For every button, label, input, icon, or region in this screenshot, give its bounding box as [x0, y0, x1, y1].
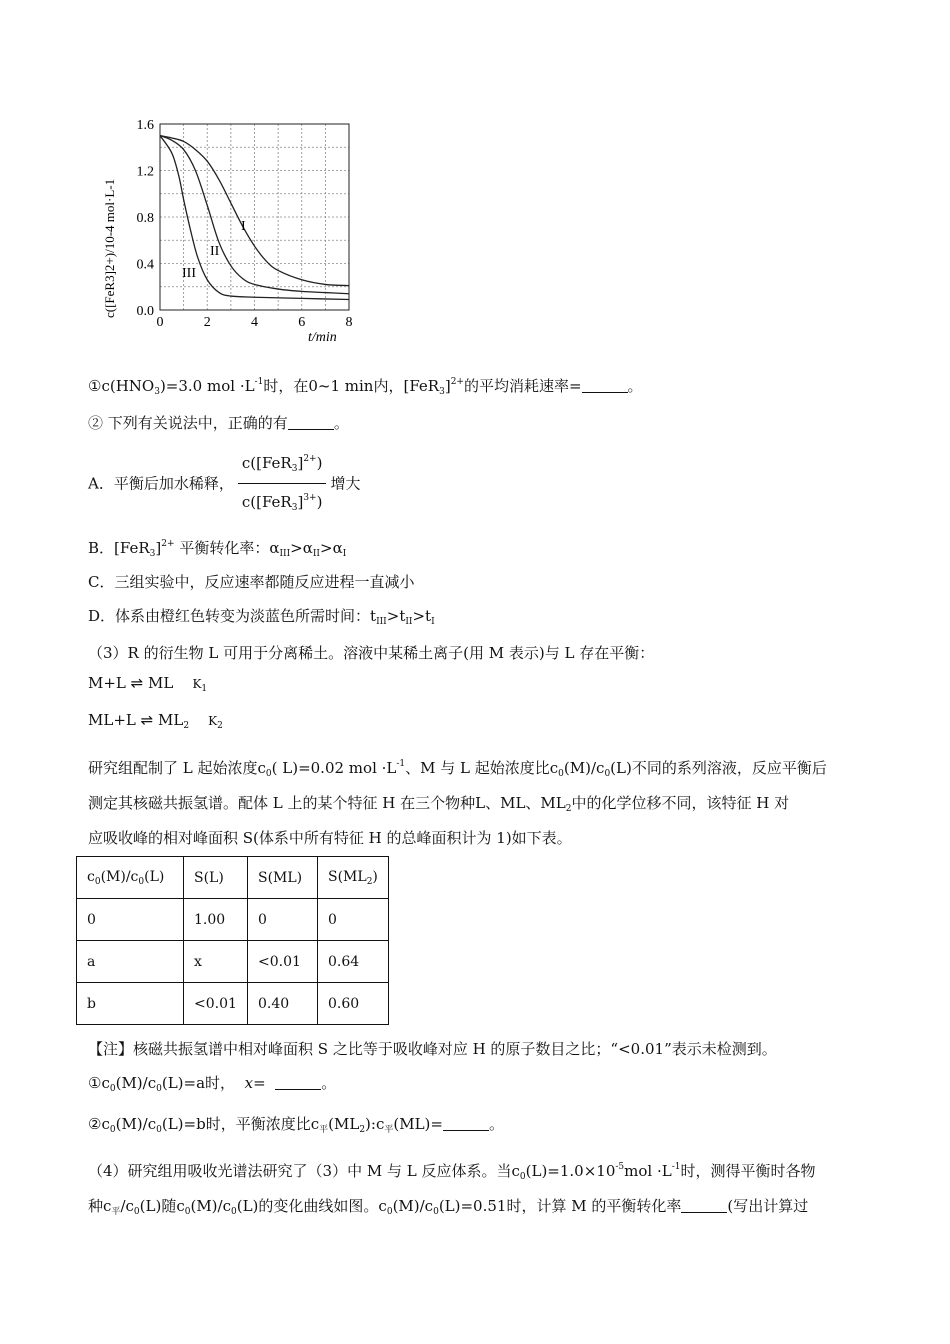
answer-blank[interactable]	[288, 415, 334, 430]
question-2: ② 下列有关说法中，正确的有 。	[88, 414, 349, 432]
y-tick-label: 0.0	[136, 304, 154, 319]
header-s-l: S(L)	[184, 857, 248, 899]
answer-blank[interactable]	[681, 1198, 727, 1213]
note: 【注】核磁共振氢谱中相对峰面积 S 之比等于吸收峰对应 H 的原子数目之比；“<0.01”表示未检测到。	[88, 1040, 777, 1058]
equilibrium-1: M+L ⇌ ML $K_1$	[88, 674, 208, 694]
equilibrium-2: ML+L ⇌ $ML_2$ $K_2$	[88, 711, 223, 731]
question-3-2: $②c_0(M)/c_0(L)=b$时，平衡浓度比$c_平(ML_2):c_平(ML)=$ 。	[88, 1115, 504, 1135]
header-s-ml2: $S(ML_2)$	[318, 857, 389, 899]
table-row: a x <0.01 0.64	[77, 941, 389, 983]
header-s-ml: S(ML)	[248, 857, 318, 899]
y-tick-label: 1.2	[136, 164, 154, 180]
concentration-time-chart	[96, 112, 366, 352]
answer-blank[interactable]	[275, 1075, 321, 1090]
x-tick-label: 2	[203, 315, 211, 330]
table-row: b <0.01 0.40 0.60	[77, 983, 389, 1025]
part-3-intro: （3）R 的衍生物 L 可用于分离稀土。溶液中某稀土离子(用 M 表示)与 L 存在平衡：	[88, 644, 655, 662]
y-tick-label: 0.8	[136, 211, 154, 226]
nmr-area-table	[76, 856, 389, 1025]
y-axis-label: c([FeR3]2+)/10-4 mol·L-1	[102, 178, 117, 318]
chart-grid	[160, 124, 349, 310]
question-3-1: $①c_0(M)/c_0(L)=a$时， x= 。	[88, 1074, 337, 1094]
x-tick-label: 8	[345, 315, 353, 330]
option-a: A．平衡后加水稀释， $\frac{c([FeR_3]^{2+})}{c([FeR_3]^{3+})}$ 增大	[88, 448, 360, 519]
curve-label-I: I	[241, 219, 246, 234]
x-tick-label: 6	[298, 315, 306, 330]
x-tick-label: 4	[251, 315, 258, 330]
curve-label-II: II	[210, 244, 220, 259]
concentration-fraction: $\frac{c([FeR_3]^{2+})}{c([FeR_3]^{3+})}$	[238, 448, 327, 519]
part-4-line-1: （4）研究组用吸收光谱法研究了（3）中 M 与 L 反应体系。当$c_0(L)=1.0\times 10^{-5}mol \cdot L^{-1}$时，测得平衡时各物	[88, 1162, 816, 1182]
y-tick-label: 1.6	[136, 118, 154, 133]
table-row: 0 1.00 0 0	[77, 899, 389, 941]
series-line-I	[160, 136, 349, 286]
option-b: B．$[FeR_3]^{2+}$ 平衡转化率：$\alpha_{III}>\alpha_{II}>\alpha_I$	[88, 539, 347, 559]
x-axis-label: t/min	[308, 330, 337, 345]
paragraph-line-1: 研究组配制了 L 起始浓度$c_0$( L)=0.02 mol $\cdot L^{-1}$、M 与 L 起始浓度比$c_0(M)/c_0(L)$不同的系列溶液，反应平衡后	[88, 759, 827, 779]
paragraph-line-3: 应吸收峰的相对峰面积 S(体系中所有特征 H 的总峰面积计为 1)如下表。	[88, 829, 572, 847]
x-tick-label: 0	[156, 315, 164, 330]
option-c: C．三组实验中，反应速率都随反应进程一直减小	[88, 573, 415, 591]
paragraph-line-2: 测定其核磁共振氢谱。配体 L 上的某个特征 H 在三个物种L、ML、$ML_2$中的化学位移不同，该特征 H 对	[88, 794, 790, 814]
y-tick-label: 0.4	[136, 257, 154, 273]
answer-blank[interactable]	[582, 378, 628, 393]
header-ratio: $c_0(M)/c_0(L)$	[77, 857, 184, 899]
table-header-row	[77, 857, 389, 899]
option-d: D．体系由橙红色转变为淡蓝色所需时间：$t_{III}>t_{II}>t_I$	[88, 607, 435, 627]
question-1: $①c(HNO_3)=3.0$ mol $\cdot L^{-1}$时，在0~1 min内，$[FeR_3]^{2+}$的平均消耗速率= 。	[88, 377, 643, 397]
answer-blank[interactable]	[443, 1116, 489, 1131]
curve-label-III: III	[182, 266, 196, 281]
part-4-line-2: 种$c_平/c_0(L)$随$c_0(M)/c_0(L)$的变化曲线如图。$c_0(M)/c_0(L)=0.51$时，计算 M 的平衡转化率 (写出计算过	[88, 1197, 809, 1217]
